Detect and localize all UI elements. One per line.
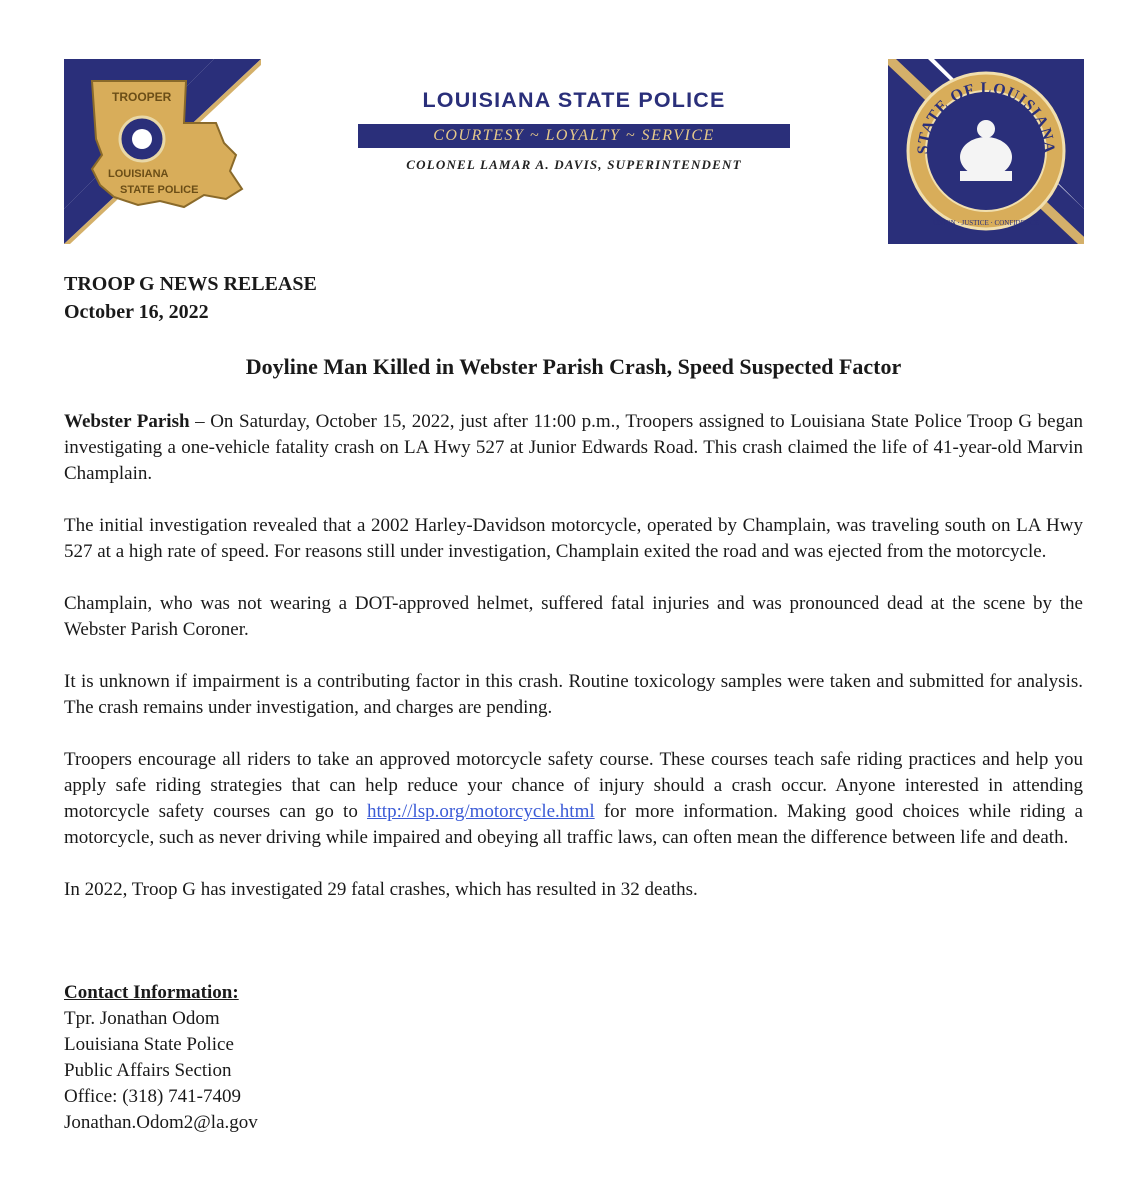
state-seal-logo [888,59,1084,244]
paragraph-1 [64,409,1083,487]
seal-ring-text: STATE OF LOUISIANA [914,79,1058,155]
superintendent-line: COLONEL LAMAR A. DAVIS, SUPERINTENDENT [406,157,742,172]
paragraph-6: In 2022, Troop G has investigated 29 fatal crashes, which has resulted in 32 deaths. [64,879,698,900]
motto-bar: COURTESY ~ LOYALTY ~ SERVICE [358,124,790,148]
state-seal-graphic [888,59,1084,244]
headline: Doyline Man Killed in Webster Parish Crash, Speed Suspected Factor [245,354,902,379]
trooper-badge-logo [64,59,261,244]
dateline: Webster Parish [64,411,190,432]
paragraph-3: Champlain, who was not wearing a DOT-approved helmet, suffered fatal injuries and was pronounced dead at the scene by the Webster Parish Coroner. [64,593,1083,640]
agency-name: LOUISIANA STATE POLICE [422,88,726,112]
masthead [358,88,790,173]
paragraph-4: It is unknown if impairment is a contributing factor in this crash. Routine toxicology samples were taken and submitted for analysis. The crash remains under investigation, and charges are pending. [64,671,1083,718]
contact-email: Jonathan.Odom2@la.gov [64,1112,258,1133]
contact-office: Office: (318) 741-7409 [64,1086,241,1107]
release-date: October 16, 2022 [64,301,209,323]
trooper-badge-graphic [64,59,261,244]
seal-motto-text: UNION · JUSTICE · CONFIDENCE [933,219,1039,227]
paragraph-5-after: for more information. Making good choices while riding a motorcycle, such as never driving while impaired and obeying all traffic laws, can often mean the difference between life and death. [64,801,1083,848]
badge-bottom-text: STATE POLICE [120,184,199,196]
paragraph-2: The initial investigation revealed that a 2002 Harley-Davidson motorcycle, operated by Champlain, was traveling south on LA Hwy 527 at a high rate of speed. For reasons still under investigation, Champlain exited the road and was ejected from the motorcycle. [64,515,1083,562]
release-label: TROOP G NEWS RELEASE [64,273,317,295]
paragraph-1-text: – On Saturday, October 15, 2022, just after 11:00 p.m., Troopers assigned to Louisiana State Police Troop G began investigating a one-vehicle fatality crash on LA Hwy 527 at Junior Edwards Road. This crash claimed the life of 41-year-old Marvin Champlain. [64,411,1083,484]
badge-top-text: TROOPER [112,90,172,104]
contact-block [64,980,258,1136]
release-info [64,270,317,326]
article-body [64,409,1083,929]
paragraph-5-before: Troopers encourage all riders to take an approved motorcycle safety course. These courses teach safe riding practices and help you apply safe riding strategies that can help reduce your chance of injury should a crash occur. Anyone interested in attending motorcycle safety courses can go to [64,749,1083,822]
badge-middle-text: LOUISIANA [108,168,169,180]
motorcycle-safety-link[interactable]: http://lsp.org/motorcycle.html [367,801,595,822]
paragraph-5 [64,747,1083,851]
contact-heading: Contact Information: [64,982,239,1003]
contact-name: Tpr. Jonathan Odom [64,1008,220,1029]
contact-org: Louisiana State Police [64,1034,234,1055]
contact-section: Public Affairs Section [64,1060,232,1081]
